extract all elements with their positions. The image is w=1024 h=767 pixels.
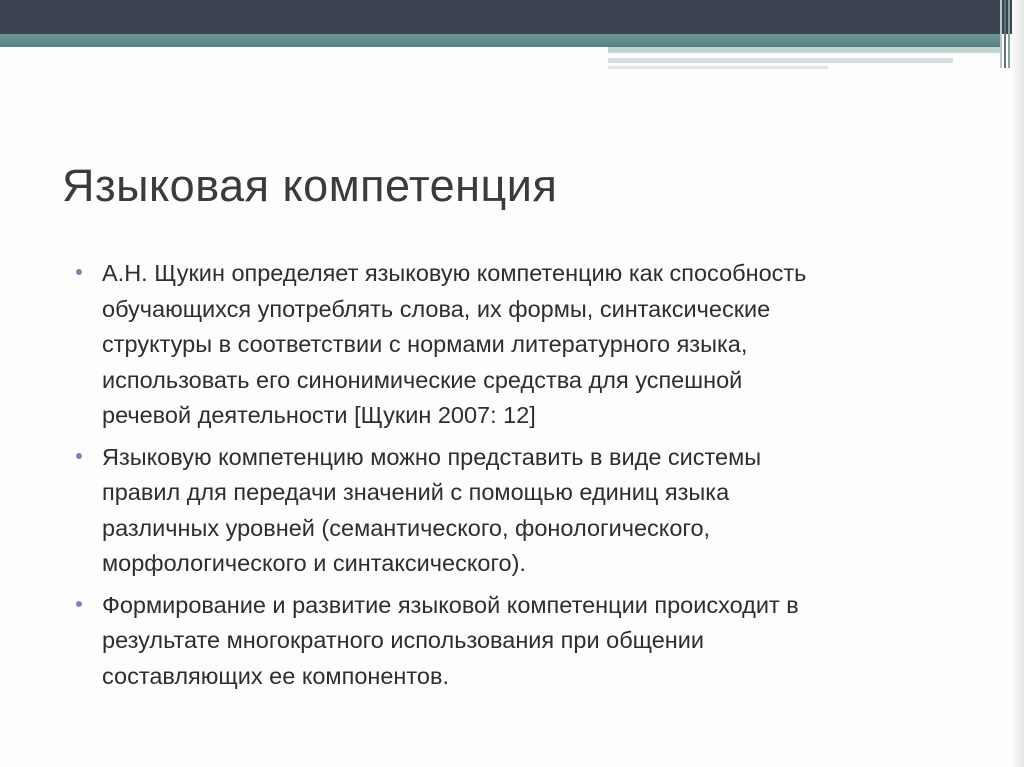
bullet-line: различных уровней (семантического, фонологического,: [102, 514, 711, 541]
bullet-line: речевой деятельности [Щукин 2007: 12]: [102, 402, 536, 428]
bullet-item-2: [76, 440, 956, 582]
corner-stripe-2: [1004, 0, 1006, 68]
header-accent-line-3: [608, 66, 828, 69]
bullet-line: структуры в соответствии с нормами литературного языка,: [102, 331, 748, 357]
corner-stripe-3: [1008, 0, 1010, 68]
bullet-item-1: [76, 256, 956, 434]
bullet-line: результате многократного использования при общении: [102, 627, 705, 653]
bullet-list: [76, 256, 956, 700]
bullet-dot-icon: [76, 269, 82, 275]
slide-title: Языковая компетенция: [62, 160, 558, 211]
bullet-line: А.Н. Щукин определяет языковую компетенцию как способность: [102, 260, 807, 286]
bullet-dot-icon: [76, 601, 82, 607]
page-edge-shadow: [1012, 0, 1024, 767]
corner-stripe-1: [1000, 0, 1002, 68]
bullet-line: обучающихся употреблять слова, их формы, синтаксические: [102, 295, 771, 322]
header-accent-line-1: [608, 47, 1000, 53]
bullet-item-3: [76, 588, 956, 695]
bullet-dot-icon: [76, 453, 82, 459]
header-teal-bar: [0, 34, 1000, 47]
header-accent-line-2: [608, 58, 953, 63]
bullet-line: использовать его синонимические средства для успешной: [102, 366, 743, 393]
bullet-line: составляющих ее компонентов.: [102, 662, 449, 689]
header-dark-bar: [0, 0, 1024, 34]
bullet-line: морфологического и синтаксического).: [102, 550, 526, 576]
bullet-line: правил для передачи значений с помощью единиц языка: [102, 479, 730, 505]
bullet-line: Формирование и развитие языковой компетенции происходит в: [102, 591, 799, 618]
bullet-line: Языковую компетенцию можно представить в виде системы: [102, 443, 762, 470]
